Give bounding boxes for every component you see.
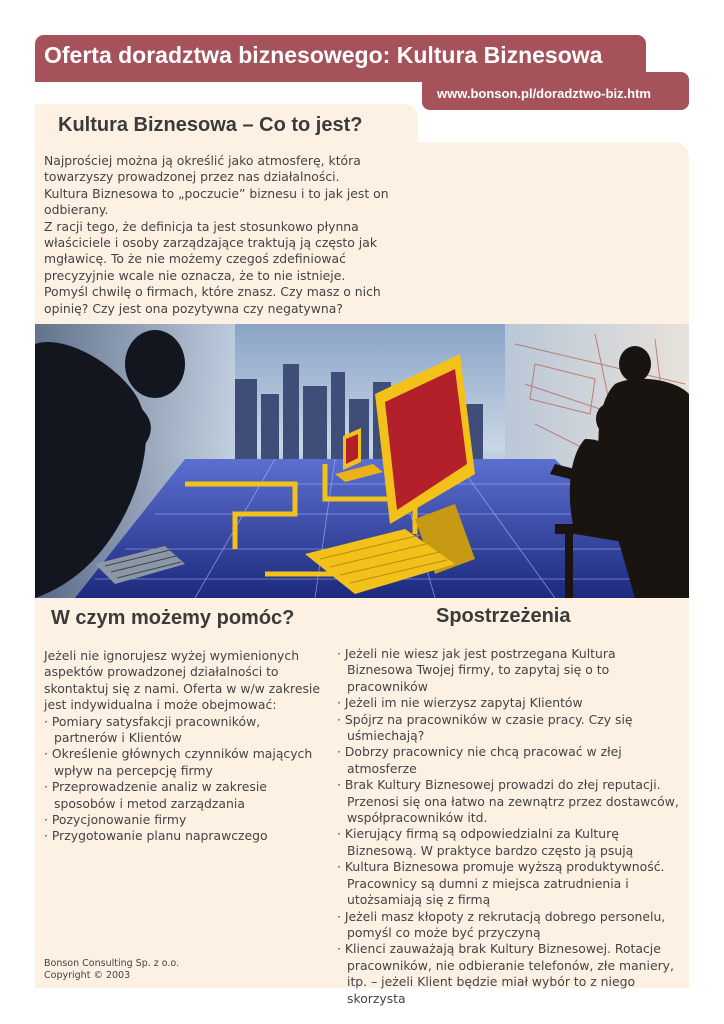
intro-line: opinię? Czy jest ona pozytywna czy negatywna? <box>44 300 343 316</box>
list-item: · Jeżeli nie wiesz jak jest postrzegana Kultura Biznesowa Twojej firmy, to zapytaj się o to pracowników <box>337 646 681 695</box>
list-item: · Kultura Biznesowa promuje wyższą produktywność. Pracownicy są dumni z miejsca zatrudnienia i utożsamiają się z firmą <box>337 859 681 908</box>
list-item: · Pomiary satysfakcji pracowników, partnerów i Klientów <box>44 714 326 747</box>
intro-heading: Kultura Biznesowa – Co to jest? <box>58 114 363 136</box>
list-item: · Przeprowadzenie analiz w zakresie sposobów i metod zarządzania <box>44 779 326 812</box>
help-text <box>44 648 326 845</box>
list-item: · Klienci zauważają brak Kultury Biznesowej. Rotacje pracowników, nie odbieranie telefonów, złe maniery, itp. – jeżeli Klient będzie miał wybór to z niego skorzysta <box>337 941 681 1007</box>
intro-line: mgławicę. To że nie możemy czegoś zdefiniować <box>44 251 346 267</box>
intro-line: Kultura Biznesowa to „poczucie” biznesu i to jak jest on <box>44 185 389 201</box>
help-heading: W czym możemy pomóc? <box>51 607 295 629</box>
help-intro-line: skontaktuj się z nami. Oferta w w/w zakresie <box>44 680 320 696</box>
business-collage-image <box>35 324 689 598</box>
list-item: · Brak Kultury Biznesowej prowadzi do złej reputacji. Przenosi się ona łatwo na zewnątrz przez dostawców, współpracowników itd. <box>337 777 681 826</box>
observations-list <box>337 646 681 1007</box>
website-url[interactable]: www.bonson.pl/doradztwo-biz.htm <box>437 86 651 101</box>
observations-text <box>337 646 681 1007</box>
list-item: · Określenie głównych czynników mających wpływ na percepcję firmy <box>44 746 326 779</box>
observations-heading: Spostrzeżenia <box>436 605 571 627</box>
intro-line: odbierany. <box>44 202 109 218</box>
intro-line: towarzyszy prowadzonej przez nas działalności. <box>44 169 340 185</box>
intro-line: Najprościej można ją określić jako atmosferę, która <box>44 153 361 168</box>
footer <box>44 958 179 982</box>
list-item: · Kierujący firmą są odpowiedzialni za Kulturę Biznesową. W praktyce bardzo często ją psują <box>337 826 681 859</box>
list-item: · Jeżeli masz kłopoty z rekrutacją dobrego personelu, pomyśl co może być przyczyną <box>337 909 681 942</box>
collage-illustration <box>35 324 689 598</box>
list-item: · Dobrzy pracownicy nie chcą pracować w złej atmosferze <box>337 744 681 777</box>
intro-line: precyzyjnie wcale nie oznacza, że to nie istnieje. <box>44 267 346 283</box>
page-title: Oferta doradztwa biznesowego: Kultura Biznesowa <box>44 42 603 68</box>
intro-line: właściciele i osoby zarządzające traktują ją często jak <box>44 235 377 251</box>
company-name: Bonson Consulting Sp. z o.o. <box>44 958 180 969</box>
list-item: · Przygotowanie planu naprawczego <box>44 828 326 844</box>
list-item: · Jeżeli im nie wierzysz zapytaj Klientów <box>337 695 681 711</box>
intro-line: Z racji tego, że definicja ta jest stosunkowo płynna <box>44 218 359 234</box>
help-intro-line: aspektów prowadzonej działalności to <box>44 664 279 680</box>
help-intro-line: jest indywidualna i może obejmować: <box>44 697 277 713</box>
intro-line: Pomyśl chwilę o firmach, które znasz. Czy masz o nich <box>44 284 381 300</box>
list-item: · Pozycjonowanie firmy <box>44 812 326 828</box>
help-intro-line: Jeżeli nie ignorujesz wyżej wymienionych <box>44 648 300 663</box>
copyright-notice: Copyright © 2003 <box>44 970 131 981</box>
list-item: · Spójrz na pracowników w czasie pracy. Czy się uśmiechają? <box>337 712 681 745</box>
intro-text <box>44 153 404 317</box>
help-list <box>44 714 326 845</box>
